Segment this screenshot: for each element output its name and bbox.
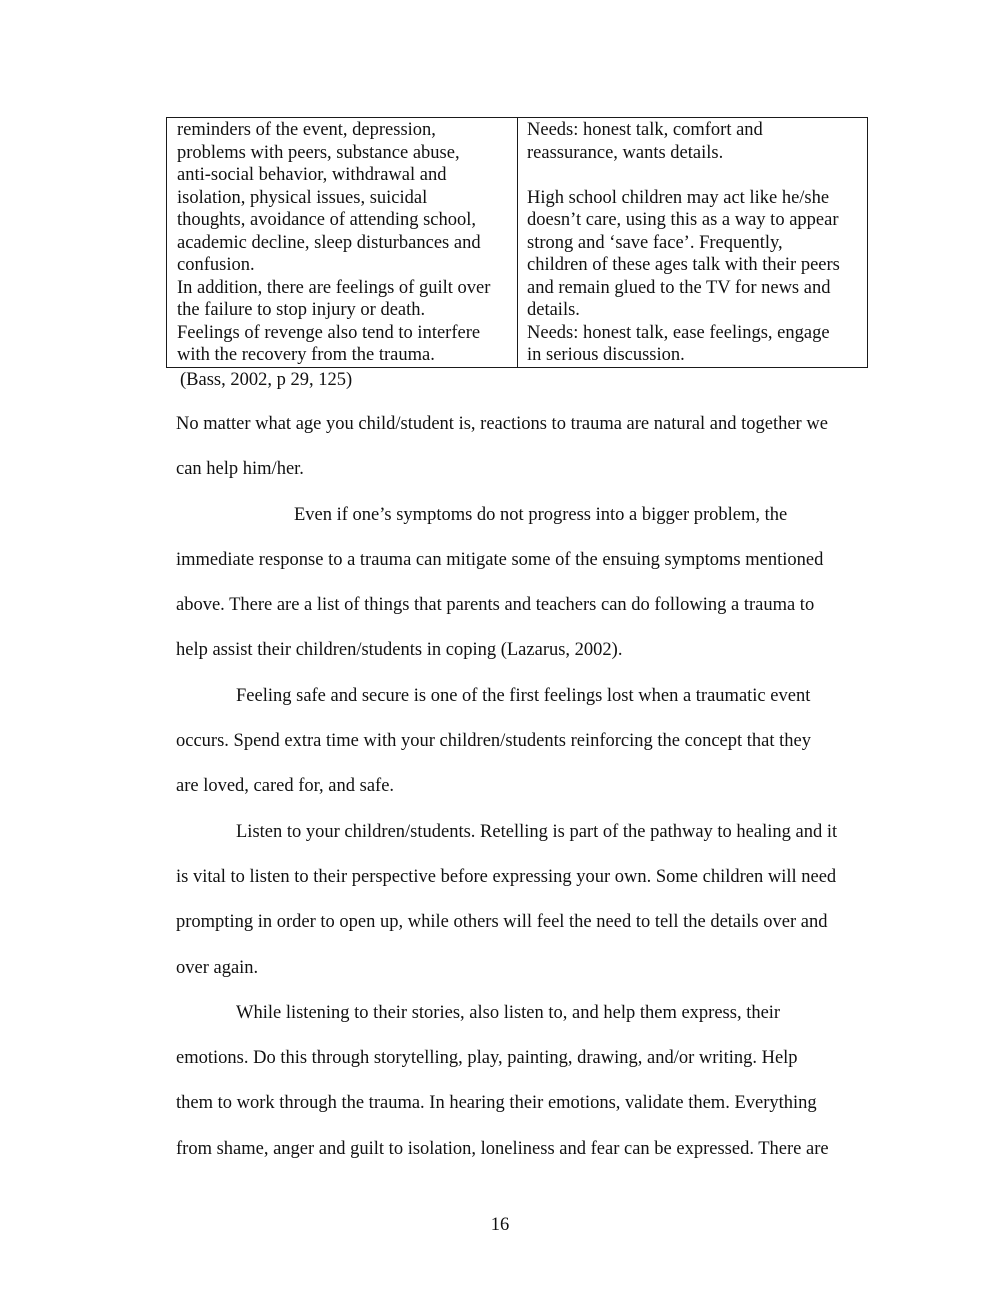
page-number: 16 [490,1215,510,1235]
body-line: immediate response to a trauma can mitigate some of the ensuing symptoms mentioned [176,549,824,570]
table-line: strong and ‘save face’. Frequently, [527,232,783,253]
table-line: details. [527,300,580,320]
body-line: emotions. Do this through storytelling, play, painting, drawing, and/or writing. Help [176,1048,798,1069]
table-line: Needs: honest talk, ease feelings, engage [527,322,830,343]
table-line: problems with peers, substance abuse, [177,142,460,163]
table-line: anti-social behavior, withdrawal and [177,165,447,185]
table-citation: (Bass, 2002, p 29, 125) [180,370,353,390]
body-line: over again. [176,957,259,978]
body-line: While listening to their stories, also listen to, and help them express, their [236,1002,781,1023]
table-line: and remain glued to the TV for news and [527,277,831,298]
body-line: No matter what age you child/student is, reactions to trauma are natural and together we [176,414,828,434]
table-line: confusion. [177,255,255,275]
table-line: children of these ages talk with their peers [527,255,840,275]
table-line: reminders of the event, depression, [177,120,436,140]
table-line: in serious discussion. [527,345,685,365]
body-line: occurs. Spend extra time with your children/students reinforcing the concept that they [176,731,811,752]
table-line: Needs: honest talk, comfort and [527,120,763,140]
table-cell-needs [518,118,867,367]
table-line: with the recovery from the trauma. [177,345,435,365]
body-line: prompting in order to open up, while others will feel the need to tell the details over and [176,912,828,933]
table-line: doesn’t care, using this as a way to appear [527,210,839,230]
body-line: help assist their children/students in coping (Lazarus, 2002). [176,640,623,661]
table-line: isolation, physical issues, suicidal [177,187,428,208]
table-line: thoughts, avoidance of attending school, [177,210,477,230]
table-line: the failure to stop injury or death. [177,300,426,320]
body-text [176,408,896,1178]
body-line: can help him/her. [176,459,304,480]
body-line: are loved, cared for, and safe. [176,776,395,797]
body-line: above. There are a list of things that parents and teachers can do following a trauma to [176,595,815,616]
table-line: reassurance, wants details. [527,142,724,163]
body-line: them to work through the trauma. In hearing their emotions, validate them. Everything [176,1093,817,1114]
reactions-table [166,117,868,368]
table-line: Feelings of revenge also tend to interfere [177,322,481,343]
body-line: is vital to listen to their perspective before expressing your own. Some children will need [176,866,837,887]
table-line: High school children may act like he/she [527,187,830,208]
table-cell-reactions [167,118,518,367]
table-line: academic decline, sleep disturbances and [177,232,481,253]
body-line: from shame, anger and guilt to isolation, loneliness and fear can be expressed. There are [176,1138,829,1159]
body-line: Listen to your children/students. Retelling is part of the pathway to healing and it [236,821,838,842]
table-line [527,164,858,187]
table-line: In addition, there are feelings of guilt over [177,277,491,298]
body-line: Feeling safe and secure is one of the first feelings lost when a traumatic event [236,685,811,706]
body-line: Even if one’s symptoms do not progress into a bigger problem, the [294,504,788,525]
